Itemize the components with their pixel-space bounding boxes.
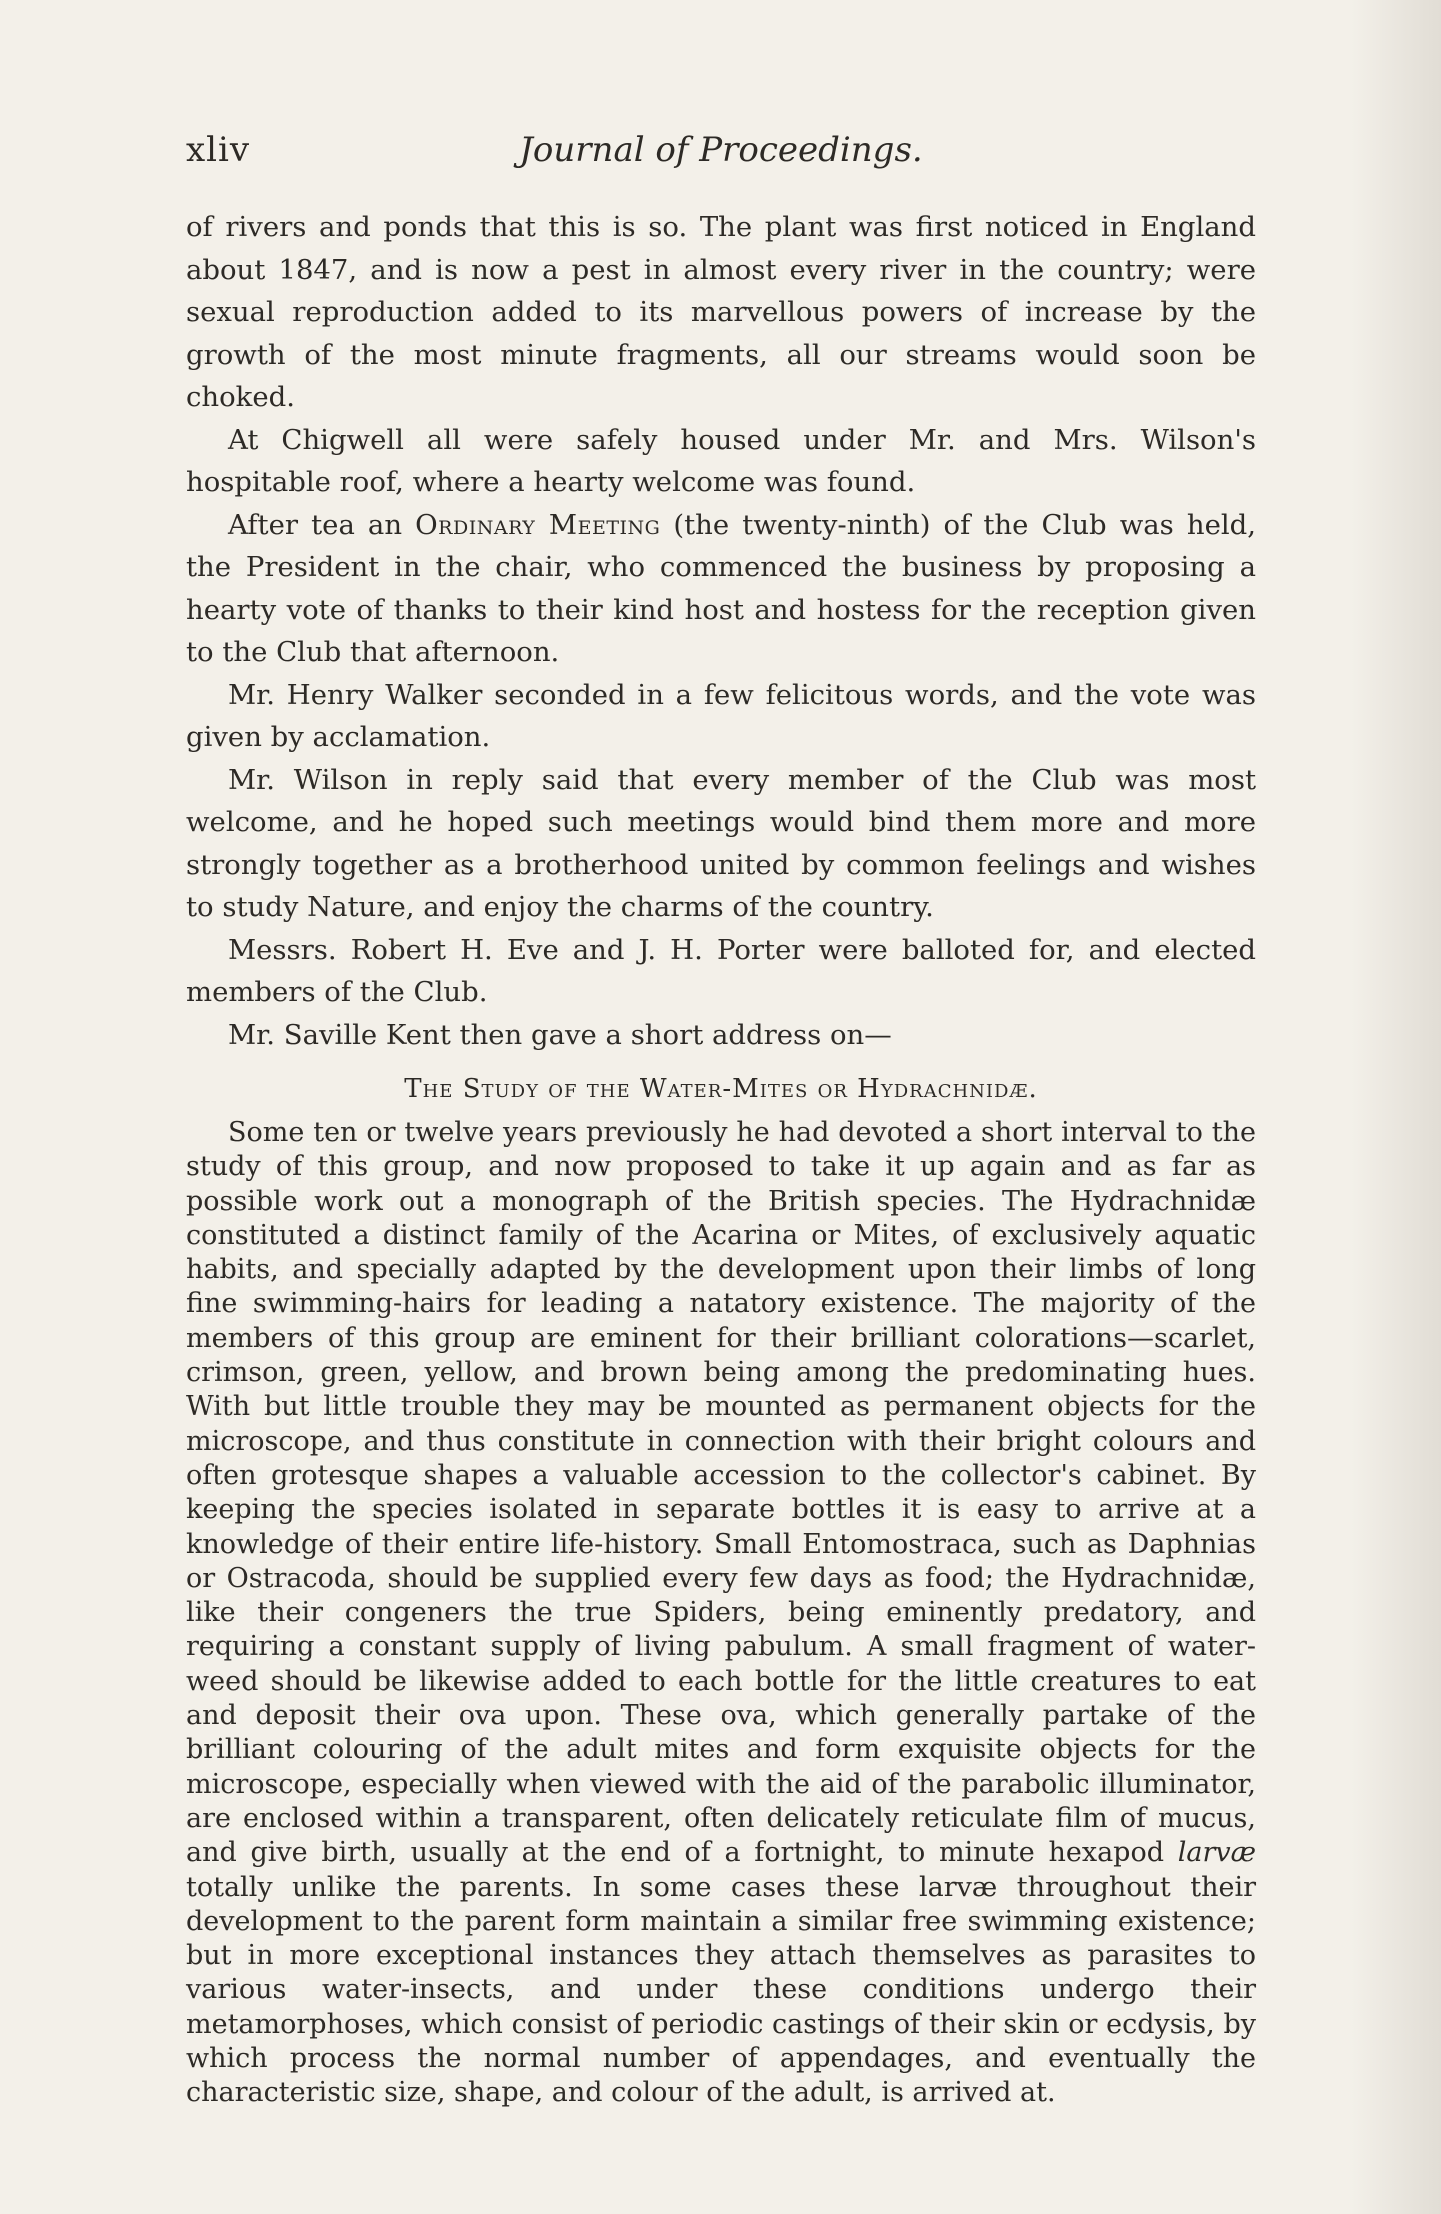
paragraph-continuation: of rivers and ponds that this is so. The plant was first noticed in England about 1847, and is now a pest in almost every river in the country; were sexual reproduction added to its marvellous powers of increase by the growth of the most minute fragments, all our streams would soon be choked.: [186, 211, 1256, 413]
address-text-before: Some ten or twelve years previously he had devoted a short interval to the study of this group, and now proposed to take it up again and as far as possible work out a monograph of the British species. The Hydrachnidæ constituted a distinct family of the Acarina or Mites, of exclusively aquatic habits, and specially adapted by the development upon their limbs of long fine swimming-hairs for leading a natatory existence. The majority of the members of this group are eminent for their brilliant colorations—scarlet, crimson, green, yellow, and brown being among the predominating hues. With but little trouble they may be mounted as permanent objects for the microscope, and thus constitute in connection with their bright colours and often grotesque shapes a valuable accession to the collector's cabinet. By keeping the species isolated in separate bottles it is easy to arrive at a knowledge of their entire life-history. Small Entomostraca, such as Daphnias or Ostracoda, should be supplied every few days as food; the Hydrachnidæ, like their congeners the true Spiders, being eminently predatory, and requiring a constant supply of living pabulum. A small fragment of water-weed should be likewise added to each bottle for the little creatures to eat and deposit their ova upon. These ova, which generally partake of the brilliant colouring of the adult mites and form exquisite objects for the microscope, especially when viewed with the aid of the parabolic illuminator, are enclosed within a transparent, often delicately reticulate film of mucus, and give birth, usually at the end of a fortnight, to minute hexapod: [186, 1117, 1256, 1869]
meeting-text-before: After tea an: [228, 508, 416, 541]
larvae-italic: larvæ: [1177, 1837, 1256, 1869]
paragraph-address-intro: Mr. Saville Kent then gave a short address on—: [228, 1018, 892, 1051]
paragraph-seconded: Mr. Henry Walker seconded in a few felicitous words, and the vote was given by acclamation.: [186, 678, 1256, 753]
section-heading: The Study of the Water-Mites or Hydrachnidæ.: [404, 1074, 1038, 1104]
ordinary-meeting-small-caps: Ordinary Meeting: [415, 508, 661, 541]
paragraph-ballot: Messrs. Robert H. Eve and J. H. Porter were balloted for, and elected members of the Club.: [186, 933, 1256, 1008]
page-header: [186, 110, 1256, 190]
running-title: Journal of Proceedings.: [519, 130, 923, 170]
paragraph-wilson-reply: Mr. Wilson in reply said that every member of the Club was most welcome, and he hoped such meetings would bind them more and more strongly together as a brotherhood united by common feelings and wishes to study Nature, and enjoy the charms of the country.: [186, 763, 1256, 923]
paragraph-water-mites: [186, 1116, 1256, 2111]
meeting-text-after: (the twenty-ninth) of the Club was held, the President in the chair, who commenced the business by proposing a hearty vote of thanks to their kind host and hostess for the reception given to the Club that afternoon.: [186, 508, 1256, 668]
paragraph-chigwell: At Chigwell all were safely housed under Mr. and Mrs. Wilson's hospitable roof, where a hearty welcome was found.: [186, 423, 1256, 498]
page-edge-shadow: [1351, 0, 1441, 2214]
proceedings-text: [186, 206, 1256, 1056]
address-text: [186, 1116, 1256, 2111]
page-number: xliv: [186, 130, 251, 170]
book-page: [186, 110, 1256, 2111]
address-text-after: totally unlike the parents. In some cases these larvæ throughout their development to the parent form maintain a similar free swimming existence; but in more exceptional instances they attach themselves as parasites to various water-insects, and under these conditions undergo their metamorphoses, which consist of periodic castings of their skin or ecdysis, by which process the normal number of appendages, and eventually the characteristic size, shape, and colour of the adult, is arrived at.: [186, 1871, 1256, 2109]
paragraph-meeting: [186, 504, 1256, 674]
